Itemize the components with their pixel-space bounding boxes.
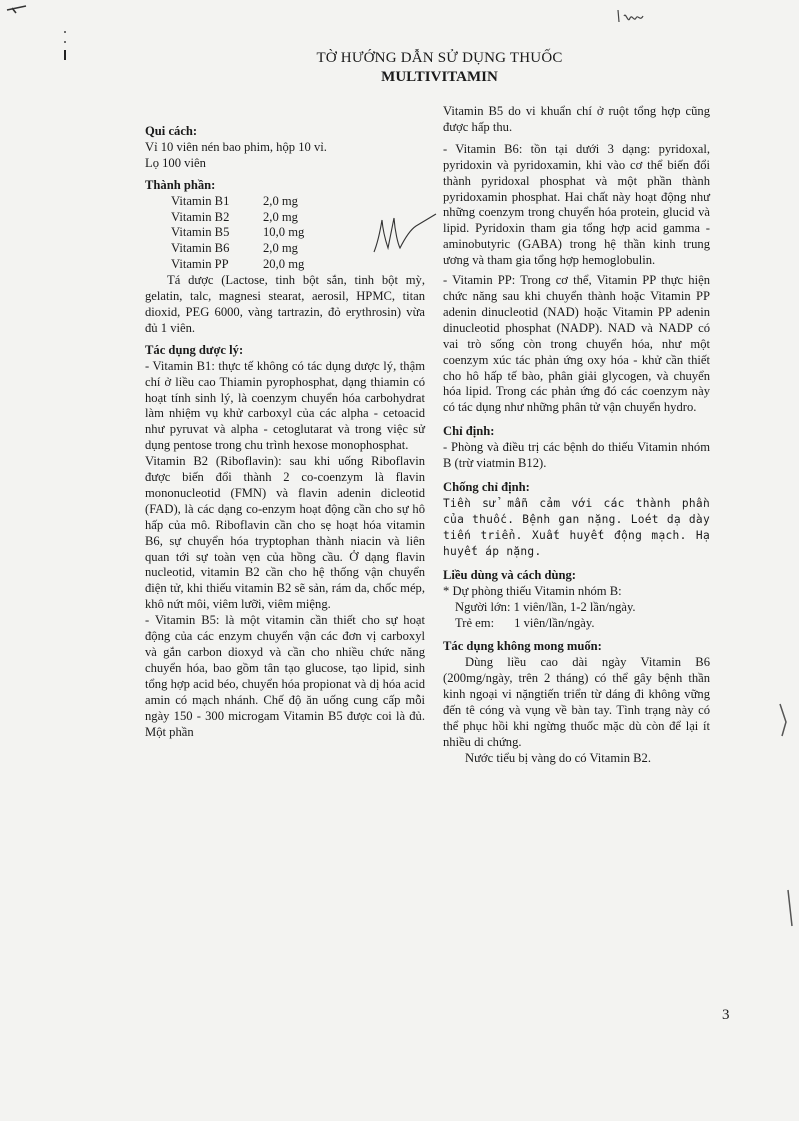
- ingredient-dose: 10,0 mg: [263, 225, 305, 240]
- ingredient-name: Vitamin B2: [171, 209, 230, 224]
- vitamin-b2-text: Vitamin B2 (Riboflavin): sau khi uống Riboflavin được biến đổi thành 2 co-coenzym là flavin mononucleotid (FMN) và flavin adenin dicleotid (FAD), là các dạng co-enzym hoạt động cần cho sự hô hấp của mô. Riboflavin cần cho sẹ hoạt hóa vitamin B6, sự chuyển hóa tryptophan thành niacin và liên quan tới sự toàn vẹn của hồng cầu. Ở dạng flavin nucleotid, vitamin B2 cần cho hệ thống vận chuyển điện tử, khi thiếu vitamin B2 sẽ sản, rám da, chốc mép, khô nứt môi, viêm lưỡi, viêm miệng.: [145, 454, 425, 612]
- ingredient-dose: 20,0 mg: [263, 257, 305, 272]
- product-name: MULTIVITAMIN: [381, 69, 498, 85]
- lieu-dung-line: * Dự phòng thiếu Vitamin nhóm B:: [443, 583, 622, 598]
- handwritten-initials: [616, 6, 646, 26]
- chi-dinh-text: - Phòng và điều trị các bệnh do thiếu Vitamin nhóm B (trừ viatmin B12).: [443, 440, 710, 471]
- ingredient-dose: 2,0 mg: [263, 241, 298, 256]
- vitamin-pp-text: - Vitamin PP: Trong cơ thể, Vitamin PP thực hiện chức năng sau khi chuyển thành hoặc Vitamin PP adenin dinucleotid (NAD) hoặc Vitamin PP adenin dinucleotid phosphat (NADP). NAD và NADP có vai trò sống còn trong chuyển hóa, như một coenzym xúc tác phản ứng oxy hóa - khử cần thiết cho hô hấp tế bào, phân giải glycogen, và chuyển hóa lipid. Trong các phản ứng đó các coenzym này có tác dụng như những phân tử vận chuyển hydro.: [443, 273, 710, 415]
- thanh-phan-heading: Thành phần:: [145, 177, 216, 192]
- document-header: [0, 50, 799, 86]
- ingredient-row: [171, 194, 304, 210]
- side-effects-text: Dùng liều cao dài ngày Vitamin B6 (200mg/ngày, trên 2 tháng) có thể gây bệnh thần kinh ngoại vi nặngtiến triển từ dáng đi không vững đến tê cóng và vụng về bàn tay. Tình trạng này có thể phục hồi khi ngừng thuốc mặc dù còn để lại ít nhiều di chứng.: [443, 655, 710, 749]
- ingredient-dose: 2,0 mg: [263, 193, 298, 208]
- ingredient-name: Vitamin PP: [171, 257, 229, 272]
- page-number: 3: [722, 1007, 730, 1023]
- ingredient-dose: 2,0 mg: [263, 209, 298, 224]
- child-dose-value: 1 viên/lần/ngày.: [514, 615, 595, 630]
- qui-cach-line-1: Vỉ 10 viên nén bao phim, hộp 10 vỉ.: [145, 139, 327, 154]
- vitamin-b1-text: - Vitamin B1: thực tế không có tác dụng dược lý, thậm chí ở liều cao Thiamin pyrophosphat, dạng thiamin có hoạt tính sinh lý, là coenzym chuyển hóa carbohydrat làm nhiệm vụ khử carboxyl của các alpha - cetoacid như pyruvat và alpha - cetoglutarat và trong việc sử dụng pentose trong chu trình hexose monophosphat.: [145, 358, 425, 453]
- document-title: TỜ HƯỚNG DẪN SỬ DỤNG THUỐC: [316, 50, 563, 66]
- vitamin-b5-continued: Vitamin B5 do vi khuẩn chí ở ruột tổng hợp cũng được hấp thu.: [443, 104, 710, 134]
- ingredient-name: Vitamin B5: [171, 225, 230, 240]
- vitamin-b5-text: - Vitamin B5: là một vitamin cần thiết cho sự hoạt động của các enzym chuyển vận các đơn vị carboxyl và gắn carbon dioxyd và cần cho nhiều chức năng chuyển hóa, bao gồm tân tạo glucose, tạo lipid, sinh tổng hợp acid béo, chuyển hóa propionat và dị hóa acid amin có mạch nhánh. Chế độ ăn uống cung cấp mỗi ngày 150 - 300 microgam Vitamin B5 được coi là đủ. Một phần: [145, 613, 425, 739]
- page-edge-shadow: [776, 700, 796, 930]
- right-column: [443, 104, 710, 767]
- adult-dose-value: 1 viên/lần, 1-2 lần/ngày.: [513, 599, 636, 614]
- ingredient-row: [171, 210, 304, 226]
- urine-note: Nước tiểu bị vàng do có Vitamin B2.: [465, 750, 651, 765]
- child-dose-label: Trẻ em:: [455, 615, 495, 630]
- ingredient-name: Vitamin B6: [171, 241, 230, 256]
- chong-chi-dinh-text: Tiền sử mẫn cảm với các thành phần của thuốc. Bệnh gan nặng. Loét dạ dày tiến triển. Xuất huyết động mạch. Hạ huyết áp nặng.: [443, 496, 710, 558]
- tac-dung-heading: Tác dụng dược lý:: [145, 342, 244, 357]
- left-column: [145, 124, 425, 740]
- ingredient-name: Vitamin B1: [171, 193, 230, 208]
- chong-chi-dinh-heading: Chống chỉ định:: [443, 479, 530, 494]
- adult-dose-label: Người lớn:: [455, 599, 511, 614]
- ingredient-row: [171, 225, 304, 241]
- side-effects-heading: Tác dụng không mong muốn:: [443, 639, 602, 654]
- adult-dose-row: [455, 600, 710, 616]
- lieu-dung-heading: Liều dùng và cách dùng:: [443, 567, 576, 582]
- corner-scan-mark: [6, 4, 28, 16]
- excipients-text: Tá dược (Lactose, tinh bột sắn, tinh bột mỳ, gelatin, talc, magnesi stearat, aerosil, HPMC, titan dioxid, PEG 6000, vàng tartrazin, đỏ erythrosin) vừa đủ 1 viên.: [145, 273, 425, 335]
- ingredients-table: [171, 194, 304, 274]
- qui-cach-heading: Qui cách:: [145, 124, 198, 138]
- chi-dinh-heading: Chỉ định:: [443, 424, 495, 439]
- ingredient-row: [171, 257, 304, 273]
- qui-cach-line-2: Lọ 100 viên: [145, 155, 206, 170]
- ingredient-row: [171, 241, 304, 257]
- child-dose-row: [455, 616, 710, 632]
- vitamin-b6-text: - Vitamin B6: tồn tại dưới 3 dạng: pyridoxal, pyridoxin và pyridoxamin, khi vào cơ thể biến đổi thành pyridoxal phosphat và một phần thành pyridoxamin phosphat. Hai chất này hoạt động như những coenzym trong chuyển hóa protein, glucid và lipid. Pyridoxin tham gia tổng hợp acid gamma - aminobutyric (GABA) trong hệ thần kinh trung ương và tham gia tổng hợp hemoglobulin.: [443, 141, 710, 268]
